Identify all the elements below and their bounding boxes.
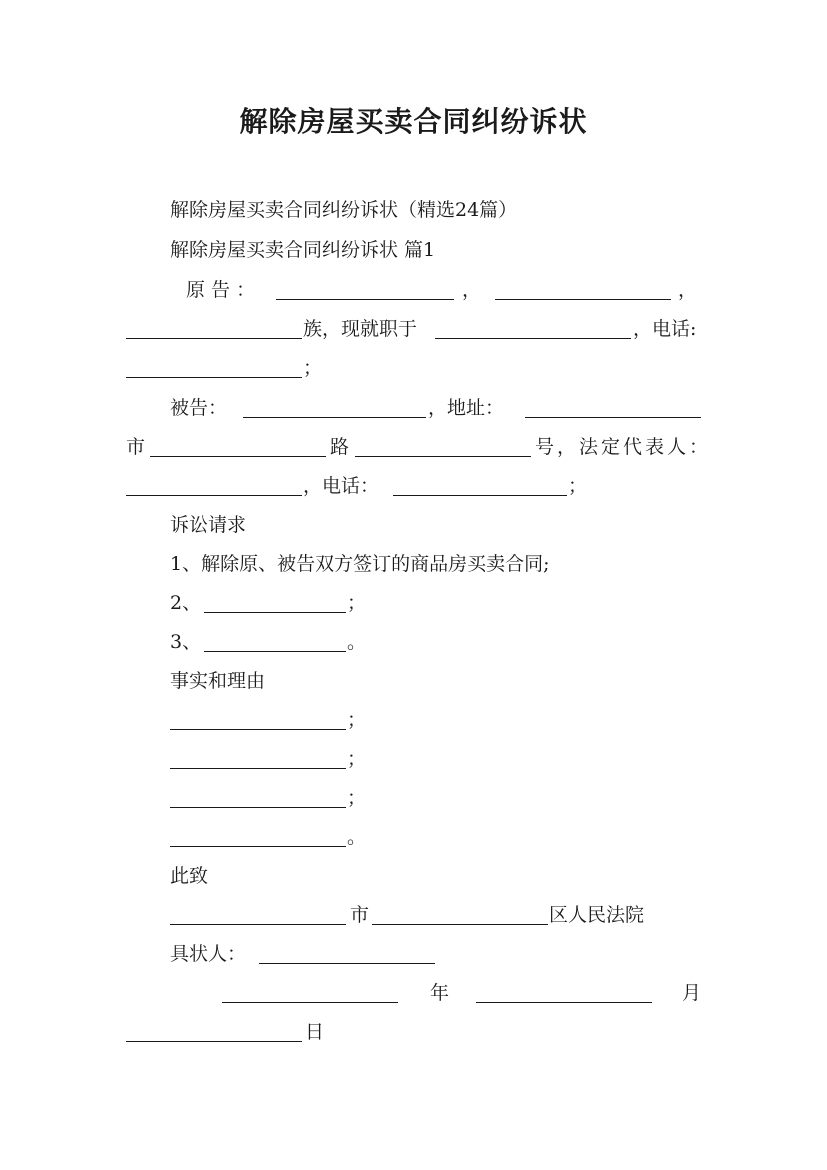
- facts-heading-line: [0, 661, 827, 701]
- defendant-line-1: [0, 388, 827, 428]
- salutation: 此致: [170, 865, 209, 887]
- defendant-phone-label: ，电话：: [303, 475, 380, 497]
- court-city-text: 市: [350, 904, 370, 926]
- section-heading: 解除房屋买卖合同纠纷诉状 篇1: [170, 239, 436, 261]
- defendant-line-3: [0, 466, 827, 506]
- claim-2-line: [0, 583, 827, 623]
- salutation-line: [0, 856, 827, 896]
- defendant-line-2: [0, 427, 827, 467]
- signer-line: [0, 934, 827, 974]
- year-text: 年: [430, 982, 450, 1004]
- fact-4-blank[interactable]: [170, 846, 346, 847]
- fact-1-end: ；: [347, 709, 367, 731]
- claim-1: 1、解除原、被告双方签订的商品房买卖合同;: [170, 553, 550, 575]
- year-blank[interactable]: [222, 1002, 398, 1003]
- signer-label: 具状人：: [170, 943, 247, 965]
- defendant-name-blank[interactable]: [243, 417, 426, 418]
- defendant-road-text: 路: [330, 436, 350, 458]
- defendant-address-label: ，地址：: [428, 397, 505, 419]
- plaintiff-comma-2: ，: [678, 279, 698, 301]
- fact-2-blank[interactable]: [170, 768, 346, 769]
- plaintiff-name-blank[interactable]: [276, 299, 454, 300]
- day-text: 日: [305, 1021, 325, 1043]
- plaintiff-line-1: [0, 270, 827, 310]
- facts-heading: 事实和理由: [170, 670, 266, 692]
- subtitle: 解除房屋买卖合同纠纷诉状（精选24篇）: [170, 199, 518, 221]
- claim-2-prefix: 2、: [170, 592, 202, 614]
- claim-2-end: ；: [347, 592, 367, 614]
- defendant-number-rep-text: 号，法定代表人：: [535, 436, 712, 458]
- month-text: 月: [682, 982, 702, 1004]
- court-line: [0, 895, 827, 935]
- claims-heading-line: [0, 505, 827, 545]
- plaintiff-phone-blank[interactable]: [126, 377, 302, 378]
- defendant-phone-blank[interactable]: [393, 495, 567, 496]
- fact-1-blank[interactable]: [170, 729, 346, 730]
- court-district-blank[interactable]: [372, 924, 548, 925]
- plaintiff-ethnicity-text: 族，现就职于: [303, 318, 418, 340]
- date-line-1: [0, 973, 827, 1013]
- plaintiff-line-3: [0, 348, 827, 388]
- plaintiff-line-2: [0, 309, 827, 349]
- claim-3-blank[interactable]: [204, 651, 346, 652]
- claims-heading: 诉讼请求: [170, 514, 247, 536]
- fact-1-line: [0, 700, 827, 740]
- fact-4-end: 。: [347, 826, 367, 848]
- plaintiff-comma-1: ，: [462, 279, 482, 301]
- fact-3-line: [0, 778, 827, 818]
- defendant-end: ；: [568, 475, 588, 497]
- fact-2-line: [0, 739, 827, 779]
- defendant-rep-blank[interactable]: [126, 495, 302, 496]
- date-line-2: [0, 1012, 827, 1052]
- plaintiff-ethnicity-blank[interactable]: [126, 338, 302, 339]
- defendant-road-blank[interactable]: [355, 456, 531, 457]
- defendant-address-blank[interactable]: [525, 417, 701, 418]
- claim-3-end: 。: [347, 631, 367, 653]
- month-blank[interactable]: [476, 1002, 652, 1003]
- fact-3-end: ；: [347, 787, 367, 809]
- fact-3-blank[interactable]: [170, 807, 346, 808]
- court-city-blank[interactable]: [170, 924, 346, 925]
- plaintiff-workplace-blank[interactable]: [435, 338, 631, 339]
- plaintiff-phone-label: ，电话:: [633, 318, 697, 340]
- plaintiff-end: ；: [303, 357, 323, 379]
- fact-2-end: ；: [347, 748, 367, 770]
- claim-2-blank[interactable]: [204, 612, 346, 613]
- day-blank[interactable]: [126, 1041, 302, 1042]
- claim-3-prefix: 3、: [170, 631, 202, 653]
- fact-4-line: [0, 817, 827, 857]
- signer-blank[interactable]: [259, 963, 435, 964]
- document-title: 解除房屋买卖合同纠纷诉状: [239, 105, 588, 138]
- plaintiff-info-blank[interactable]: [495, 299, 671, 300]
- claim-3-line: [0, 622, 827, 662]
- defendant-city-text: 市: [126, 436, 146, 458]
- plaintiff-label: 原 告 ：: [186, 279, 256, 301]
- court-name-text: 区人民法院: [549, 904, 645, 926]
- subtitle-line: [0, 190, 827, 230]
- section-heading-line: [0, 230, 827, 270]
- defendant-label: 被告：: [170, 397, 228, 419]
- claim-1-line: [0, 544, 827, 584]
- defendant-city-blank[interactable]: [150, 456, 326, 457]
